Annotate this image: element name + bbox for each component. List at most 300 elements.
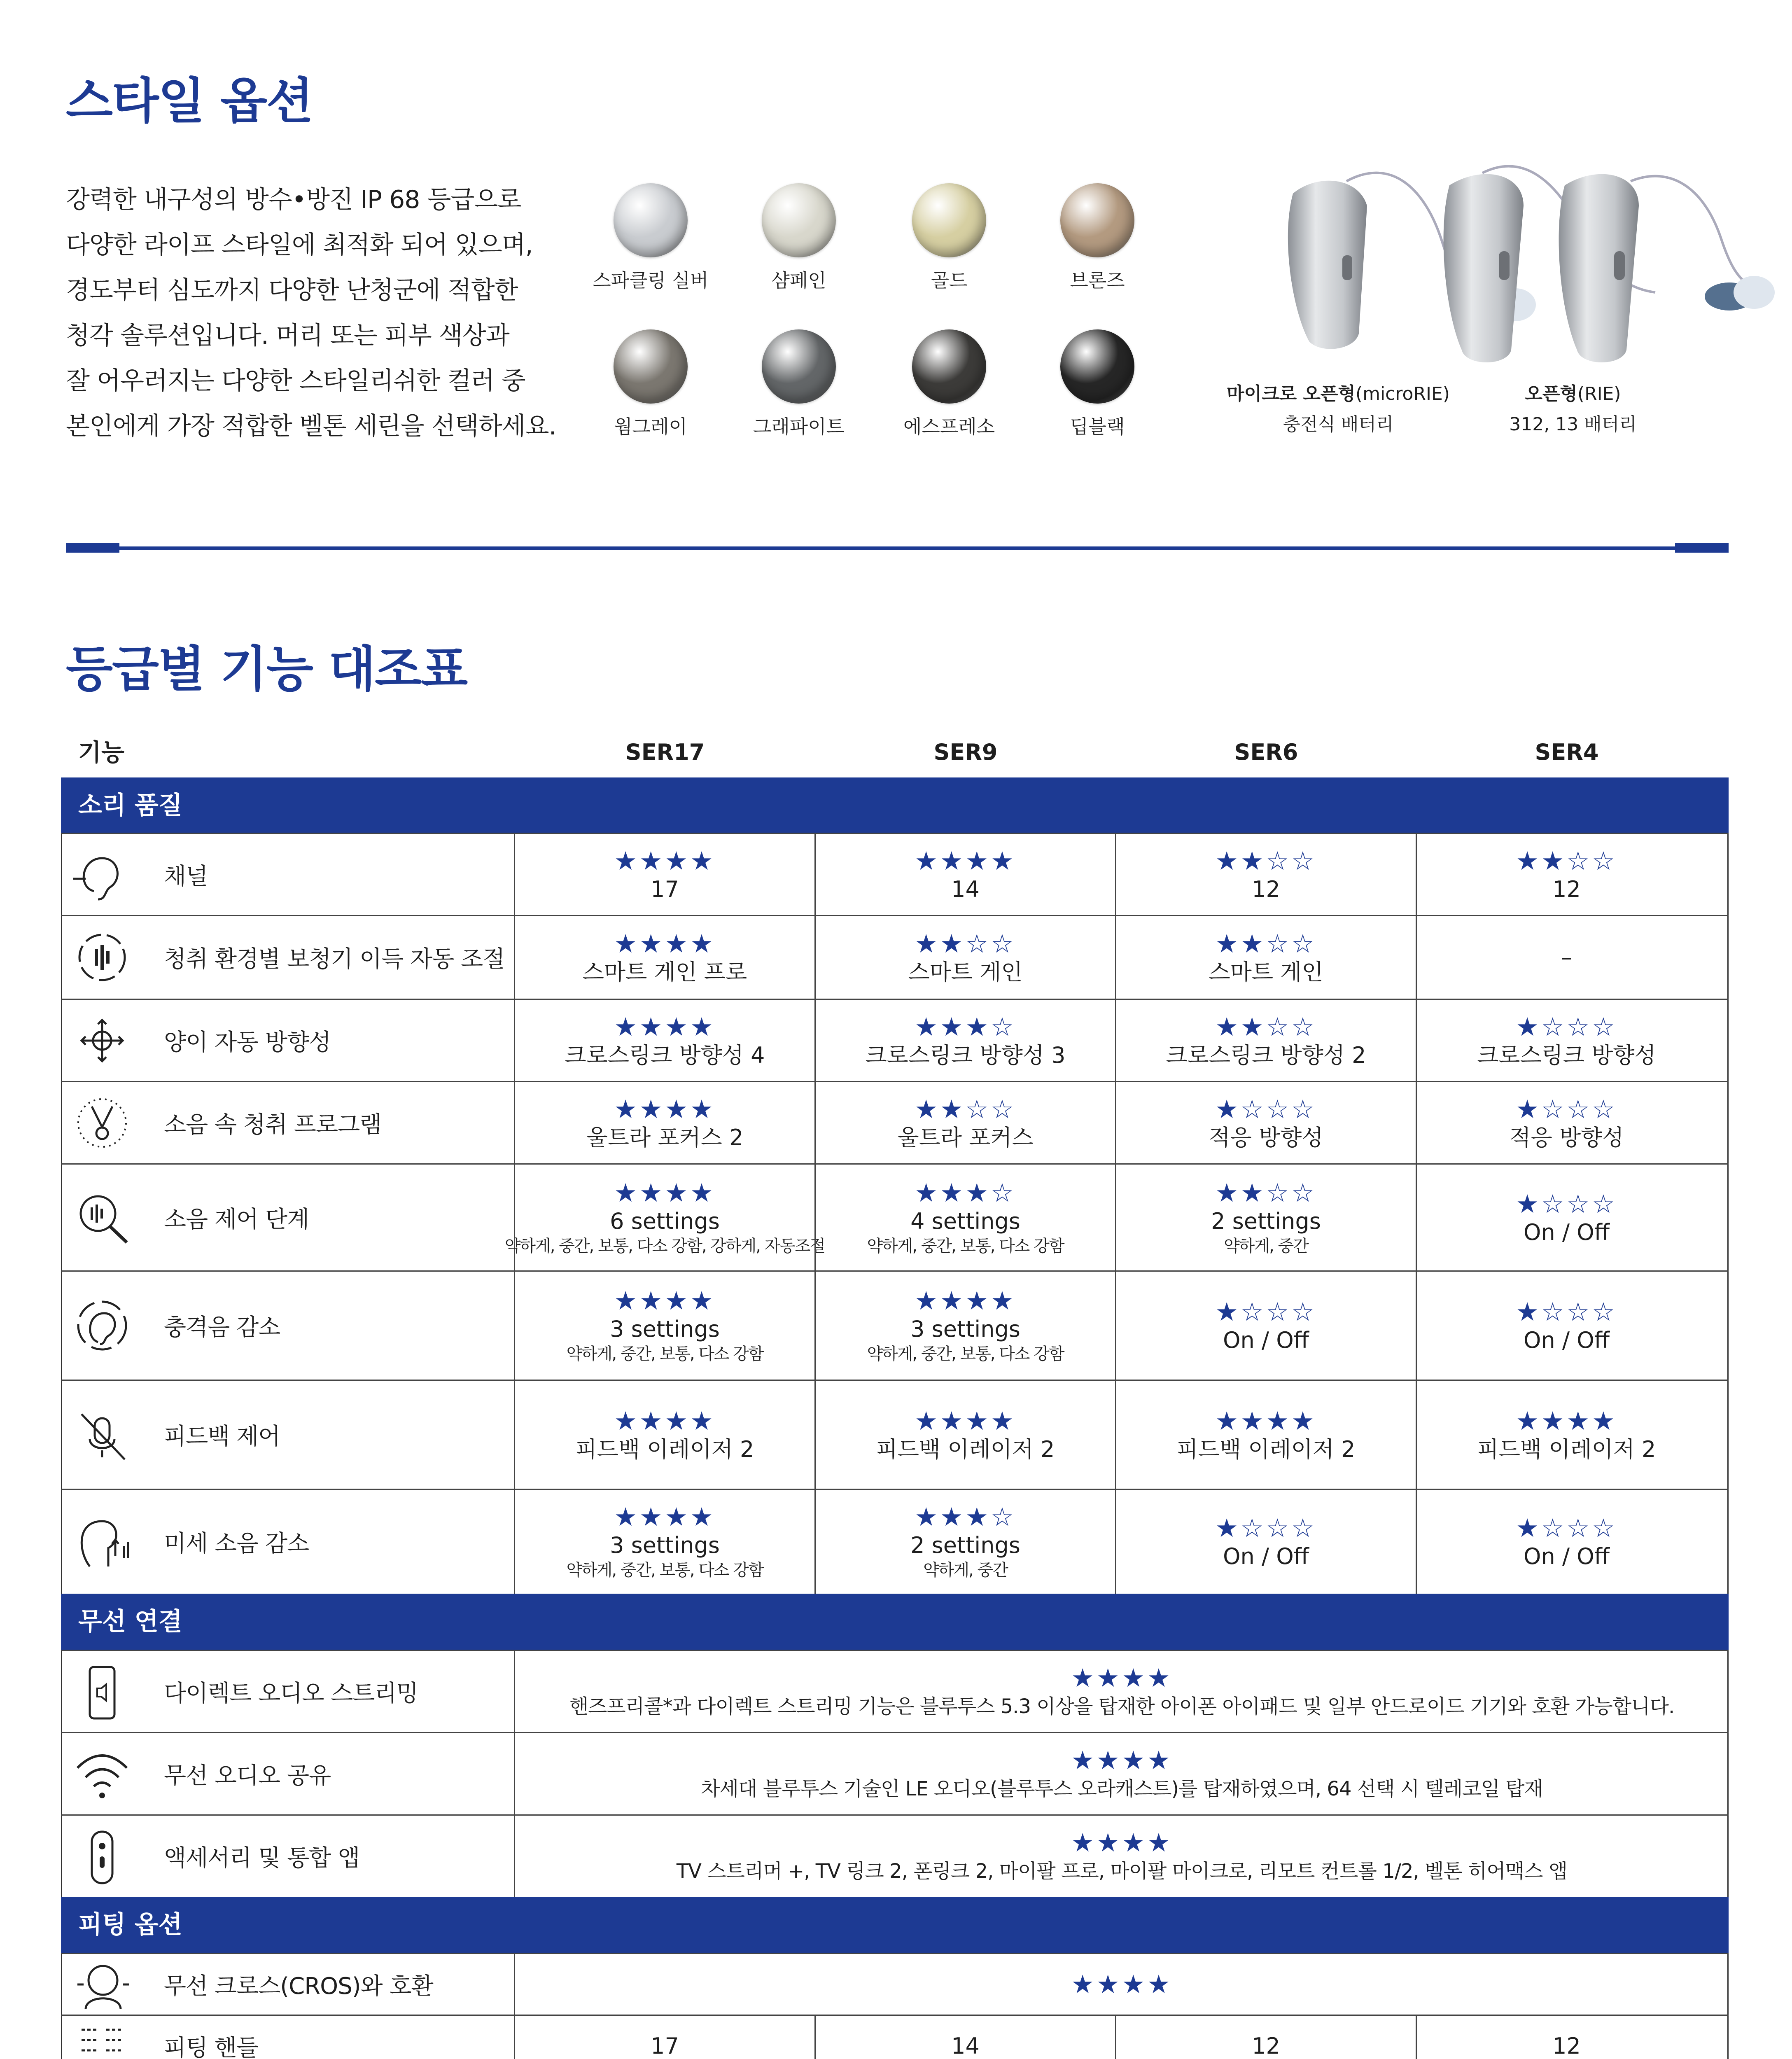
model-cell	[814, 1490, 1115, 1594]
model-cell	[1115, 1165, 1416, 1270]
color-swatch	[912, 183, 986, 257]
star-filled: ★	[991, 1286, 1016, 1316]
star-empty: ☆	[991, 1094, 1016, 1124]
star-filled: ★	[965, 1011, 991, 1042]
color-label: 샴페인	[771, 269, 826, 292]
star-filled: ★	[1592, 1406, 1617, 1436]
section-header: 무선 연결	[61, 1594, 1729, 1650]
feature-cell	[61, 1733, 514, 1814]
cell-value: 4 settings	[910, 1208, 1020, 1234]
cell-value: 적응 방향성	[1509, 1124, 1624, 1151]
star-empty: ☆	[1592, 1188, 1617, 1219]
star-filled: ★	[690, 1286, 716, 1316]
star-filled: ★	[965, 1177, 991, 1208]
star-rating	[915, 1178, 1016, 1208]
star-filled: ★	[639, 929, 665, 959]
cell-value: 3 settings	[610, 1532, 720, 1558]
star-empty: ☆	[1266, 1011, 1292, 1042]
star-filled: ★	[1516, 845, 1541, 876]
star-filled: ★	[915, 1406, 940, 1436]
cell-value: 17	[651, 2033, 679, 2059]
feature-name: 피드백 제어	[164, 1423, 280, 1450]
cell-value: 적응 방향성	[1209, 1124, 1323, 1151]
star-empty: ☆	[1541, 1297, 1567, 1327]
star-rating	[1215, 1513, 1316, 1543]
star-rating	[1215, 1095, 1316, 1124]
feature-cell	[61, 916, 514, 999]
star-filled: ★	[614, 845, 639, 876]
model-cell	[1416, 2016, 1716, 2059]
device-battery: 충전식 배터리	[1283, 414, 1394, 435]
noise-search-icon	[69, 1189, 135, 1247]
device-name: 마이크로 오픈형	[1227, 383, 1356, 404]
star-filled: ★	[1215, 845, 1241, 876]
star-filled: ★	[965, 1406, 991, 1436]
star-filled: ★	[614, 1406, 639, 1436]
model-cell	[514, 2016, 814, 2059]
star-empty: ☆	[1291, 1297, 1317, 1327]
star-rating	[614, 1502, 715, 1532]
model-cell	[1115, 834, 1416, 915]
cell-value: 울트라 포커스	[897, 1124, 1034, 1151]
table-row	[61, 1380, 1729, 1489]
ear-icon	[69, 846, 135, 903]
model-cell	[814, 1165, 1115, 1270]
star-empty: ☆	[1592, 1297, 1617, 1327]
star-filled: ★	[940, 1011, 966, 1042]
star-filled: ★	[915, 1094, 940, 1124]
star-empty: ☆	[1541, 1188, 1567, 1219]
cell-value: 울트라 포커스 2	[586, 1124, 744, 1151]
feature-name: 소음 속 청취 프로그램	[164, 1111, 382, 1138]
divider-cap-left	[66, 543, 119, 553]
star-empty: ☆	[991, 1502, 1016, 1532]
feature-name: 무선 크로스(CROS)와 호환	[164, 1973, 433, 2000]
star-filled: ★	[1071, 1662, 1097, 1693]
table-row	[61, 915, 1729, 999]
cell-value: 6 settings	[610, 1208, 720, 1234]
star-rating	[915, 846, 1016, 876]
table-row	[61, 1650, 1729, 1732]
star-filled: ★	[1215, 929, 1241, 959]
cell-detail: 약하게, 중간, 보통, 다소 강함	[867, 1345, 1064, 1363]
hearing-aid-devices-image	[1268, 156, 1787, 371]
model-cell	[514, 916, 814, 999]
star-empty: ☆	[1566, 1297, 1592, 1327]
star-filled: ★	[1215, 1177, 1241, 1208]
style-options-title: 스타일 옵션	[66, 72, 313, 129]
cell-detail: 약하게, 중간, 보통, 다소 강함	[566, 1561, 763, 1580]
star-rating	[614, 1095, 715, 1124]
merged-cell	[514, 1954, 1729, 2015]
star-filled: ★	[1215, 1406, 1241, 1436]
cell-value: 3 settings	[910, 1316, 1020, 1342]
star-empty: ☆	[1291, 1011, 1317, 1042]
star-filled: ★	[1215, 1011, 1241, 1042]
feature-cell	[61, 1816, 514, 1897]
model-header-ser9: SER9	[933, 739, 998, 765]
device-caption-micro-rie	[1215, 379, 1462, 440]
feature-cell	[61, 834, 514, 915]
star-rating	[915, 1286, 1016, 1316]
cell-value: On / Off	[1223, 1327, 1309, 1353]
star-empty: ☆	[1291, 1177, 1317, 1208]
model-cell	[1416, 1272, 1716, 1380]
star-filled: ★	[614, 1502, 639, 1532]
star-empty: ☆	[965, 1094, 991, 1124]
cell-value: 12	[1552, 876, 1581, 902]
device-name: 오픈형	[1525, 383, 1577, 404]
star-rating	[614, 1286, 715, 1316]
color-label: 브론즈	[1070, 269, 1125, 292]
star-rating	[614, 1012, 715, 1042]
star-rating	[1071, 1663, 1172, 1693]
star-empty: ☆	[1592, 1011, 1617, 1042]
star-empty: ☆	[1291, 929, 1317, 959]
model-cell	[1115, 1381, 1416, 1489]
model-cell	[1115, 1082, 1416, 1163]
star-empty: ☆	[991, 929, 1016, 959]
star-rating	[915, 1095, 1016, 1124]
table-row	[61, 1953, 1729, 2015]
model-cell	[1416, 1490, 1716, 1594]
star-rating	[1516, 1189, 1617, 1219]
feature-cell	[61, 1165, 514, 1270]
device-caption-rie	[1449, 379, 1696, 440]
remote-icon	[69, 1828, 135, 1885]
star-filled: ★	[639, 1502, 665, 1532]
model-cell	[504, 1165, 825, 1270]
star-filled: ★	[690, 845, 716, 876]
star-filled: ★	[1541, 1406, 1567, 1436]
star-empty: ☆	[1592, 1513, 1617, 1543]
star-empty: ☆	[1566, 1094, 1592, 1124]
model-cell	[1416, 1165, 1716, 1270]
model-cell	[814, 1381, 1115, 1489]
cell-value: 스마트 게인	[1209, 959, 1323, 985]
impulse-noise-icon	[69, 1297, 135, 1354]
star-filled: ★	[1516, 1188, 1541, 1219]
intro-line: 강력한 내구성의 방수•방진 IP 68 등급으로	[66, 185, 521, 214]
intro-line: 경도부터 심도까지 다양한 난청군에 적합한	[66, 276, 518, 305]
style-intro-text	[66, 177, 601, 449]
star-filled: ★	[614, 1286, 639, 1316]
star-filled: ★	[639, 845, 665, 876]
model-header-ser4: SER4	[1535, 739, 1599, 765]
star-filled: ★	[1096, 1662, 1122, 1693]
star-filled: ★	[614, 929, 639, 959]
feature-name: 다이렉트 오디오 스트리밍	[164, 1680, 418, 1707]
model-cell	[514, 1272, 814, 1380]
star-filled: ★	[639, 1011, 665, 1042]
color-label: 스파클링 실버	[593, 269, 709, 292]
star-filled: ★	[690, 929, 716, 959]
star-empty: ☆	[1566, 1188, 1592, 1219]
star-filled: ★	[639, 1177, 665, 1208]
speech-in-noise-icon	[69, 1094, 135, 1152]
star-filled: ★	[1147, 1662, 1173, 1693]
cell-detail: 약하게, 중간	[923, 1561, 1008, 1580]
model-cell	[1416, 1381, 1716, 1489]
star-rating	[1516, 1095, 1617, 1124]
star-filled: ★	[965, 1502, 991, 1532]
cell-value: 크로스링크 방향성 2	[1166, 1042, 1366, 1068]
divider-cap-right	[1675, 543, 1729, 553]
model-cell	[814, 1000, 1115, 1081]
star-rating	[614, 1178, 715, 1208]
star-filled: ★	[639, 1406, 665, 1436]
cell-value: 크로스링크 방향성 4	[565, 1042, 765, 1068]
star-filled: ★	[665, 1502, 691, 1532]
table-row	[61, 1163, 1729, 1270]
star-empty: ☆	[1266, 929, 1292, 959]
star-filled: ★	[1122, 1662, 1148, 1693]
cell-value: 피드백 이레이저 2	[1176, 1436, 1356, 1462]
star-rating	[614, 929, 715, 959]
star-filled: ★	[965, 1286, 991, 1316]
cell-value: 2 settings	[910, 1532, 1020, 1558]
cell-value: 스마트 게인 프로	[582, 959, 747, 985]
star-filled: ★	[1516, 1011, 1541, 1042]
star-empty: ☆	[1566, 845, 1592, 876]
star-rating	[1215, 1012, 1316, 1042]
star-filled: ★	[1240, 929, 1266, 959]
star-filled: ★	[1122, 1827, 1148, 1858]
star-empty: ☆	[965, 929, 991, 959]
star-filled: ★	[1147, 1969, 1173, 1999]
cell-value: 크로스링크 방향성 3	[865, 1042, 1066, 1068]
star-filled: ★	[1122, 1969, 1148, 1999]
model-cell	[1115, 2016, 1416, 2059]
feature-cell	[61, 1000, 514, 1081]
feature-name: 양이 자동 방향성	[164, 1029, 331, 1056]
intro-line: 청각 솔루션입니다. 머리 또는 피부 색상과	[66, 321, 509, 350]
star-filled: ★	[614, 1094, 639, 1124]
wifi-icon	[69, 1745, 135, 1803]
color-swatch	[762, 183, 836, 257]
star-filled: ★	[1096, 1969, 1122, 1999]
cell-detail: 약하게, 중간	[1224, 1236, 1308, 1256]
star-filled: ★	[1096, 1827, 1122, 1858]
star-filled: ★	[915, 1502, 940, 1532]
model-cell	[814, 1082, 1115, 1163]
color-swatch	[912, 329, 986, 404]
star-filled: ★	[1122, 1745, 1148, 1775]
cell-value: 12	[1252, 2033, 1280, 2059]
feature-name: 소음 제어 단계	[164, 1206, 309, 1233]
star-rating	[1516, 1513, 1617, 1543]
intro-line: 다양한 라이프 스타일에 최적화 되어 있으며,	[66, 231, 533, 259]
model-cell	[1416, 1082, 1716, 1163]
star-filled: ★	[940, 1406, 966, 1436]
star-empty: ☆	[1240, 1094, 1266, 1124]
model-cell	[514, 834, 814, 915]
merged-cell	[514, 1733, 1729, 1814]
fitting-handles-icon	[69, 2017, 135, 2059]
cell-value: On / Off	[1223, 1543, 1309, 1569]
star-filled: ★	[1266, 1406, 1292, 1436]
star-filled: ★	[1071, 1969, 1097, 1999]
cell-value: 피드백 이레이저 2	[1477, 1436, 1656, 1462]
table-row	[61, 2015, 1729, 2059]
color-swatch	[1060, 329, 1134, 404]
star-empty: ☆	[1291, 845, 1317, 876]
star-rating	[1071, 1828, 1172, 1858]
cell-value: 3 settings	[610, 1316, 720, 1342]
star-filled: ★	[915, 1011, 940, 1042]
table-row	[61, 833, 1729, 915]
feature-cell	[61, 1272, 514, 1380]
device-suffix: (microRIE)	[1355, 383, 1450, 404]
star-empty: ☆	[1592, 845, 1617, 876]
star-filled: ★	[1071, 1745, 1097, 1775]
star-filled: ★	[690, 1094, 716, 1124]
star-rating	[1071, 1746, 1172, 1775]
cell-value: 14	[951, 876, 980, 902]
cell-value: 피드백 이레이저 2	[575, 1436, 754, 1462]
cell-dash: –	[1561, 944, 1572, 970]
model-cell	[514, 1000, 814, 1081]
star-empty: ☆	[1291, 1094, 1317, 1124]
star-filled: ★	[639, 1094, 665, 1124]
cell-value: 스마트 게인	[908, 959, 1023, 985]
star-filled: ★	[665, 1286, 691, 1316]
star-empty: ☆	[1566, 1011, 1592, 1042]
color-label: 그래파이트	[753, 416, 845, 438]
cell-value: On / Off	[1524, 1327, 1610, 1353]
star-rating	[915, 1012, 1016, 1042]
color-swatch	[1060, 183, 1134, 257]
comparison-title: 등급별 기능 대조표	[66, 641, 467, 698]
phone-audio-icon	[69, 1663, 135, 1721]
star-empty: ☆	[991, 1177, 1016, 1208]
star-rating	[1071, 1970, 1172, 1999]
star-empty: ☆	[1266, 1094, 1292, 1124]
table-row	[61, 1081, 1729, 1163]
star-rating	[915, 1406, 1016, 1436]
feature-column-header: 기능	[78, 738, 125, 766]
star-filled: ★	[915, 929, 940, 959]
model-cell	[1416, 1000, 1716, 1081]
star-rating	[915, 929, 1016, 959]
model-cell	[814, 2016, 1115, 2059]
star-empty: ☆	[1240, 1297, 1266, 1327]
star-filled: ★	[639, 1286, 665, 1316]
merged-cell	[514, 1651, 1729, 1732]
table-row	[61, 999, 1729, 1081]
cell-description: 차세대 블루투스 기술인 LE 오디오(블루투스 오라캐스트)를 탑재하였으며, 64 선택 시 텔레코일 탑재	[701, 1777, 1543, 1800]
color-swatch	[614, 329, 688, 404]
star-filled: ★	[1516, 1297, 1541, 1327]
star-rating	[1215, 846, 1316, 876]
star-filled: ★	[940, 929, 966, 959]
star-filled: ★	[665, 845, 691, 876]
star-filled: ★	[614, 1011, 639, 1042]
star-empty: ☆	[1291, 1513, 1317, 1543]
feature-name: 채널	[164, 863, 208, 890]
star-filled: ★	[1215, 1094, 1241, 1124]
cros-icon	[69, 1956, 135, 2013]
table-row	[61, 1732, 1729, 1814]
star-filled: ★	[940, 1286, 966, 1316]
color-label: 웜그레이	[614, 416, 687, 438]
cell-value: 12	[1252, 876, 1280, 902]
star-filled: ★	[614, 1177, 639, 1208]
star-filled: ★	[665, 1011, 691, 1042]
star-rating	[1516, 1012, 1617, 1042]
star-empty: ☆	[1266, 1513, 1292, 1543]
model-cell	[1416, 834, 1716, 915]
section-header: 피팅 옵션	[61, 1897, 1729, 1953]
model-cell	[514, 1490, 814, 1594]
star-filled: ★	[690, 1502, 716, 1532]
star-filled: ★	[915, 1177, 940, 1208]
star-filled: ★	[690, 1406, 716, 1436]
cell-value: 2 settings	[1211, 1208, 1321, 1234]
star-filled: ★	[991, 1406, 1016, 1436]
feature-cell	[61, 2016, 514, 2059]
model-cell	[814, 834, 1115, 915]
cell-detail: 약하게, 중간, 보통, 다소 강함, 강하게, 자동조절	[504, 1236, 825, 1256]
star-filled: ★	[1147, 1827, 1173, 1858]
star-empty: ☆	[1266, 845, 1292, 876]
model-cell	[814, 1272, 1115, 1380]
star-filled: ★	[1516, 1513, 1541, 1543]
feature-cell	[61, 1954, 514, 2015]
star-empty: ☆	[1592, 1094, 1617, 1124]
star-rating	[1215, 929, 1316, 959]
star-empty: ☆	[1266, 1297, 1292, 1327]
star-filled: ★	[1240, 1177, 1266, 1208]
feature-cell	[61, 1381, 514, 1489]
intro-line: 잘 어우러지는 다양한 스타일리쉬한 컬러 중	[66, 367, 525, 395]
model-header-ser17: SER17	[625, 739, 705, 765]
star-rating	[1215, 1178, 1316, 1208]
star-filled: ★	[915, 1286, 940, 1316]
section-divider	[66, 546, 1729, 550]
star-rating	[1516, 1297, 1617, 1327]
star-empty: ☆	[991, 1011, 1016, 1042]
star-rating	[614, 846, 715, 876]
auto-gain-icon	[69, 929, 135, 986]
star-filled: ★	[665, 1406, 691, 1436]
star-filled: ★	[690, 1011, 716, 1042]
star-empty: ☆	[1240, 1513, 1266, 1543]
star-filled: ★	[915, 845, 940, 876]
star-filled: ★	[940, 1094, 966, 1124]
device-suffix: (RIE)	[1577, 383, 1621, 404]
star-rating	[1516, 1406, 1617, 1436]
star-filled: ★	[940, 1502, 966, 1532]
feature-name: 미세 소음 감소	[164, 1530, 309, 1557]
star-filled: ★	[991, 845, 1016, 876]
intro-line: 본인에게 가장 적합한 벨톤 세린을 선택하세요.	[66, 412, 556, 441]
table-row	[61, 1814, 1729, 1897]
feature-cell	[61, 1651, 514, 1732]
feature-name: 액세서리 및 통합 앱	[164, 1844, 360, 1872]
star-filled: ★	[1291, 1406, 1317, 1436]
color-swatch	[614, 183, 688, 257]
star-filled: ★	[1071, 1827, 1097, 1858]
feature-name: 피팅 핸들	[164, 2034, 259, 2059]
cell-description: TV 스트리머 +, TV 링크 2, 폰링크 2, 마이팔 프로, 마이팔 마이크로, 리모트 컨트롤 1/2, 벨톤 히어맥스 앱	[676, 1859, 1568, 1883]
star-filled: ★	[1096, 1745, 1122, 1775]
star-filled: ★	[1516, 1094, 1541, 1124]
feature-name: 무선 오디오 공유	[164, 1762, 331, 1789]
star-filled: ★	[665, 1177, 691, 1208]
model-cell	[514, 1082, 814, 1163]
star-rating	[614, 1406, 715, 1436]
